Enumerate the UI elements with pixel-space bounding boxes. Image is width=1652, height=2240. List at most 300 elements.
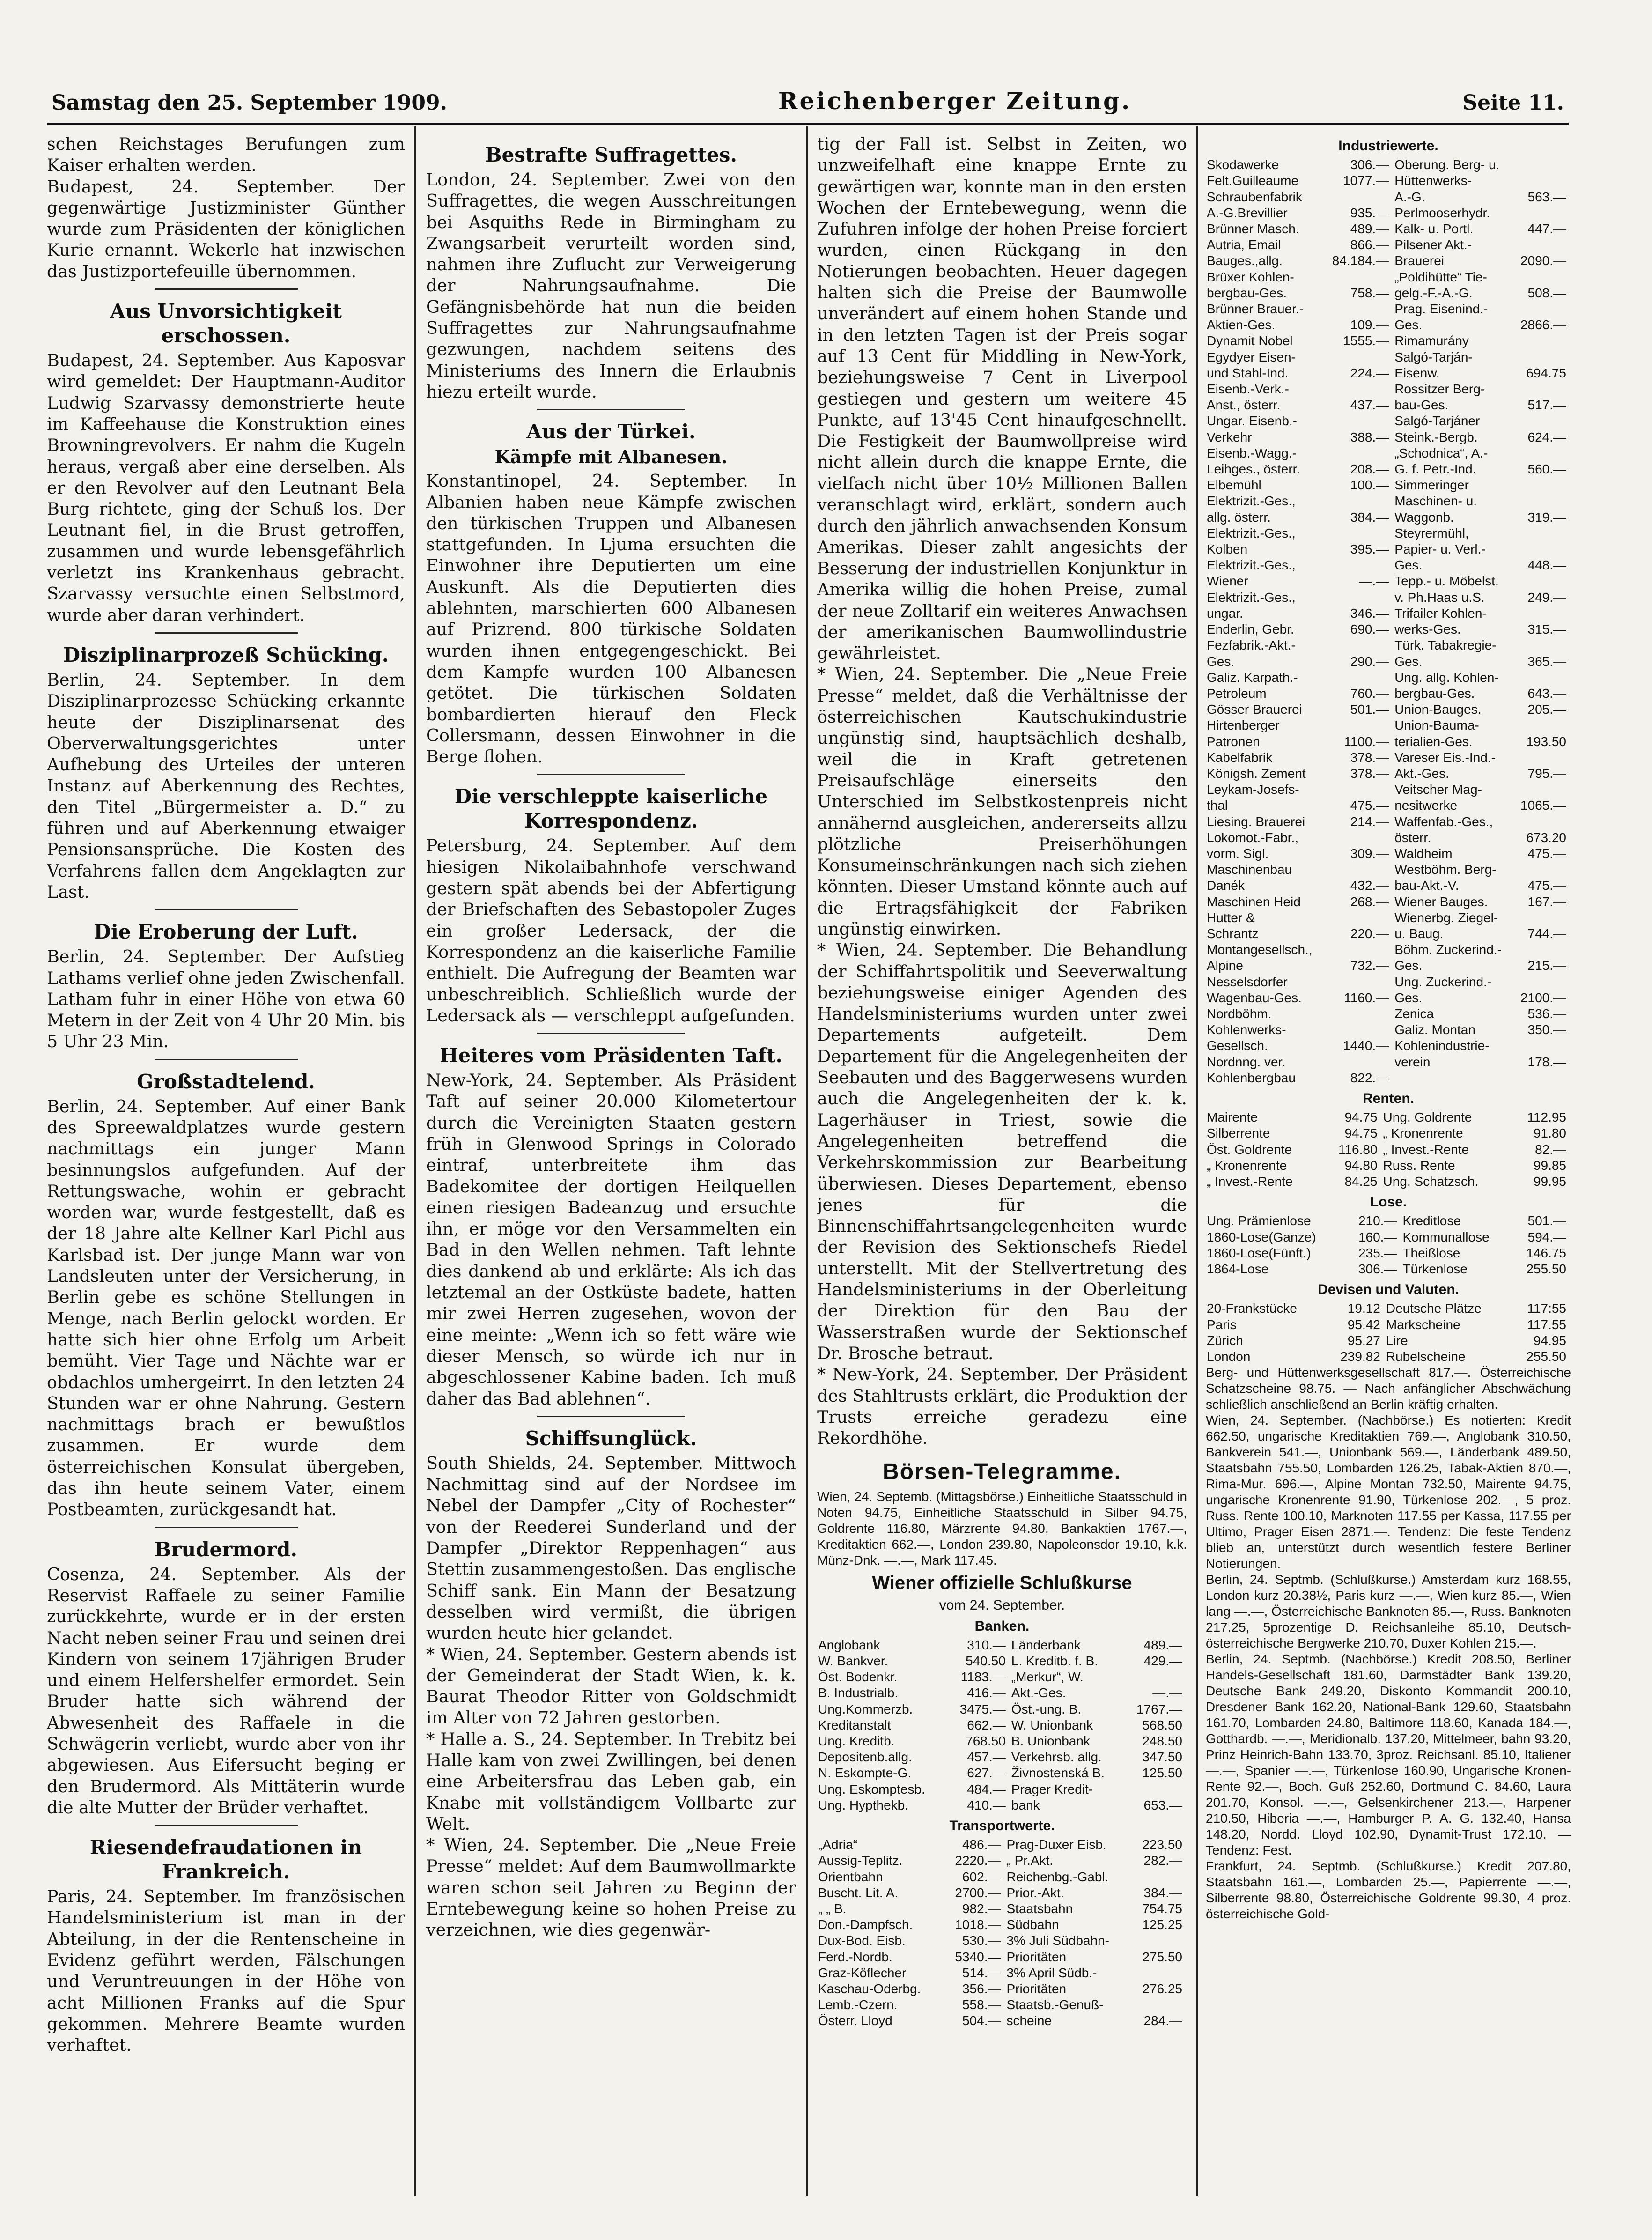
quote-value: 429.— — [1143, 1654, 1182, 1669]
quote-name: Ges. — [1207, 654, 1235, 669]
quote-value — [1514, 942, 1571, 958]
banken-table — [817, 1637, 1187, 1813]
article-headline: Aus der Türkei. — [526, 420, 696, 444]
quote-row — [1206, 413, 1571, 429]
quote-value: 99.95 — [1533, 1174, 1566, 1189]
quote-value: 457.— — [967, 1750, 1006, 1765]
quote-row — [1206, 189, 1571, 205]
article-paragraph: Berlin, 24. September. Der Aufstieg Lathams verlief ohne jeden Zwischenfall. Latham fuhr in einer Höhe von etwa 60 Metern in der Zeit von 4 Uhr 20 Min. bis 5 Uhr 23 Min. — [47, 946, 405, 1052]
quote-value: 866.— — [1350, 237, 1389, 252]
quote-name: Wiener Bauges. — [1394, 894, 1488, 909]
quote-row — [1206, 734, 1571, 750]
quote-name: Enderlin, Gebr. — [1207, 622, 1294, 637]
quote-value: 475.— — [1527, 878, 1566, 893]
quote-value — [1514, 541, 1571, 557]
quote-value — [1514, 814, 1571, 830]
quote-name: Montangesellsch., — [1207, 942, 1313, 957]
quote-name: Orientbahn — [818, 1869, 883, 1884]
quote-value: 558.— — [962, 1997, 1001, 2012]
quote-value: 284.— — [1143, 2013, 1182, 2028]
industrie-table — [1206, 157, 1571, 1086]
quote-name: Zenica — [1394, 1006, 1434, 1021]
article-paragraph: * Wien, 24. September. Die „Neue Freie Presse“ meldet, daß die Verhältnisse der österreichischen Kautschukindustrie ungünstig sind, hauptsächlich deshalb, weil die in Kraft getretenen Preisaufschläge einerseits den Unterschied im Selbstkostenpreis nicht annähernd ausgleichen, andererseits allzu plötzliche Preiserhöhungen Konsumeinschränkungen nach sich ziehen könnten. Dieser Umstand könnte auch auf die Ertragsfähigkeit der Fabriken ungünstig einwirken. — [817, 664, 1187, 939]
quote-value: 447.— — [1527, 222, 1566, 237]
quote-row — [817, 1885, 1187, 1901]
quote-row — [1206, 654, 1571, 670]
quote-value: 1767.— — [1136, 1701, 1182, 1716]
quote-value: 224.— — [1350, 365, 1389, 380]
quote-name: Theißlose — [1402, 1245, 1460, 1260]
quote-value — [1514, 573, 1571, 589]
quote-row — [1206, 590, 1571, 606]
industrie-title: Industriewerte. — [1338, 138, 1438, 154]
quote-value: 2220.— — [955, 1853, 1001, 1868]
quote-name: Aussig-Teplitz. — [818, 1853, 903, 1868]
quote-name: Živnostenská B. — [1011, 1766, 1105, 1781]
quote-row — [817, 1701, 1187, 1717]
quote-value: 744.— — [1527, 926, 1566, 941]
renten-table — [1206, 1109, 1571, 1190]
quote-name: Silberrente — [1207, 1126, 1270, 1141]
quote-name: „ Invest.-Rente — [1207, 1174, 1293, 1189]
quote-row — [1206, 1142, 1571, 1158]
quote-name: Aktien-Ges. — [1207, 318, 1276, 333]
article-paragraph: Berlin, 24. September. Auf einer Bank des Spreewaldplatzes wurde gestern nachmittags ein junger Mann besinnungslos aufgefunden. Auf der Rettungswache, wohin er gebracht worden war, wurde festgestellt, daß es der 18 Jahre alte Kellner Karl Pichl aus Karlsbad ist. Der junge Mann war von Landsleuten unter der Versicherung, in Berlin gebe es schöne Stellungen in Menge, nach Berlin gelockt worden. Er hatte sich hier ohne Erfolg um Arbeit bemüht. Vier Tage und Nächte war er obdachlos umhergeirrt. In den letzten 24 Stunden war er ohne Nahrung. Gestern nachmittags brach er bewußtlos zusammen. Er wurde dem österreichischen Konsulat übergeben, das ihn heute seinem Vater, einem Postbeamten, zurückgesandt hat. — [47, 1096, 405, 1520]
quote-value: 378.— — [1350, 766, 1389, 781]
transport-title: Transportwerte. — [949, 1818, 1055, 1834]
quote-value — [1514, 237, 1571, 253]
header-rule — [47, 123, 1569, 125]
quote-value: 306.— — [1350, 157, 1389, 172]
column-4 — [1206, 133, 1571, 2194]
quote-value — [1514, 1038, 1571, 1054]
quote-value: 91.80 — [1533, 1126, 1566, 1141]
quote-row — [1206, 557, 1571, 573]
quote-value: 275.50 — [1142, 1949, 1182, 1964]
quote-name: Gösser Brauerei — [1207, 702, 1302, 717]
quote-row — [1206, 798, 1571, 813]
quote-name: Markscheine — [1386, 1317, 1460, 1332]
quote-row — [1206, 702, 1571, 717]
quote-row — [1206, 397, 1571, 413]
quote-name: Öst.-ung. B. — [1011, 1701, 1082, 1716]
quote-value: 117:55 — [1527, 1301, 1566, 1316]
quote-value: 5340.— — [955, 1949, 1001, 1964]
quote-name: Ges. — [1394, 958, 1423, 973]
quote-value: 94.95 — [1533, 1333, 1566, 1348]
quote-name: Türkenlose — [1402, 1262, 1468, 1277]
quote-row — [1206, 510, 1571, 525]
quote-value: 662.— — [967, 1717, 1006, 1732]
quote-row — [1206, 461, 1571, 477]
quote-name: L. Kreditb. f. B. — [1011, 1654, 1098, 1669]
quote-name: Elbemühl — [1207, 478, 1261, 493]
quote-value — [1514, 269, 1571, 285]
quote-row — [1206, 173, 1571, 189]
article-paragraph: Budapest, 24. September. Aus Kaposvar wird gemeldet: Der Hauptmann-Auditor Ludwig Szarvassy demonstrierte heute im Kaffeehause die Konstruktion eines Browningrevolvers. Er nahm die Kugeln heraus, vergaß aber eine derselben. Als er den Revolver auf den Leutnant Bela Burg richtete, ging der Schuß los. Der Leutnant fiel, in die Brust getroffen, zusammen und wurde lebensgefährlich verletzt ins Krankenhaus gebracht. Szarvassy versuchte einen Selbstmord, wurde aber daran verhindert. — [47, 350, 405, 625]
quote-row — [1206, 573, 1571, 589]
quote-name: terialien-Ges. — [1394, 734, 1473, 749]
quote-name: Salgó-Tarjáner — [1394, 414, 1480, 429]
quote-value: 378.— — [1350, 750, 1389, 765]
quote-name: Maschinen Heid — [1207, 894, 1301, 909]
quote-name: Prioritäten — [1006, 1949, 1067, 1964]
quote-row — [1206, 253, 1571, 269]
quote-value: 536.— — [1527, 1006, 1566, 1021]
quote-name: Staatsb.-Genuß- — [1006, 1997, 1104, 2012]
quote-row — [1206, 670, 1571, 686]
quote-name: Akt.-Ges. — [1394, 766, 1449, 781]
quote-name: Brünner Masch. — [1207, 222, 1299, 237]
quote-value: 2090.— — [1520, 253, 1566, 268]
quote-row — [817, 1653, 1187, 1669]
quote-value — [1325, 557, 1394, 573]
quote-name: Galiz. Karpath.- — [1207, 670, 1298, 685]
quote-name: Trifailer Kohlen- — [1394, 606, 1487, 621]
quote-value: 540.50 — [966, 1654, 1006, 1669]
quote-value: 193.50 — [1526, 734, 1566, 749]
quote-name: allg. österr. — [1207, 510, 1271, 525]
quote-value: 795.— — [1527, 766, 1566, 781]
quote-name: Ung. Eskomptesb. — [818, 1782, 925, 1796]
quote-name: scheine — [1006, 2013, 1052, 2028]
quote-value: 475.— — [1350, 798, 1389, 813]
lose-table — [1206, 1213, 1571, 1277]
quote-value: 475.— — [1527, 846, 1566, 861]
quote-value: 99.85 — [1533, 1158, 1566, 1173]
quote-row — [817, 2013, 1187, 2029]
masthead — [52, 82, 1564, 115]
quote-value: 760.— — [1350, 686, 1389, 701]
quote-value — [1325, 782, 1394, 798]
quote-value: —.— — [1152, 1686, 1182, 1700]
article-separator — [155, 1527, 298, 1528]
quote-name: Westböhm. Berg- — [1394, 862, 1497, 877]
quote-row — [1206, 301, 1571, 317]
quote-name: ungar. — [1207, 606, 1243, 621]
quote-row — [817, 1685, 1187, 1701]
article-paragraph: * Halle a. S., 24. September. In Trebitz bei Halle kam von zwei Zwillingen, bei denen eine Arbeitersfrau das Leben gab, ein Knabe mit vollständigem Vollbarte zur Welt. — [426, 1729, 796, 1834]
quote-row — [817, 1837, 1187, 1853]
quote-value: 395.— — [1350, 542, 1389, 557]
quote-value: 508.— — [1527, 285, 1566, 300]
quote-row — [817, 1749, 1187, 1765]
quote-value: 146.75 — [1526, 1245, 1566, 1260]
quote-value — [1325, 525, 1394, 541]
quote-value: 109.— — [1350, 318, 1389, 333]
quote-name: bergbau-Ges. — [1207, 285, 1287, 300]
quote-name: Akt.-Ges. — [1011, 1686, 1066, 1700]
quote-name: Ges. — [1394, 318, 1423, 333]
quote-value: 282.— — [1143, 1853, 1182, 1868]
article-paragraph: Paris, 24. September. Im französischen Handelsministerium ist man in der Abteilung, in der die Rentenscheine in Evidenz geführt werden, Fälschungen und Veruntreuungen in der Höhe von acht Millionen Franks auf die Spur gekommen. Mehrere Beamte wurden verhaftet. — [47, 1886, 405, 2055]
quote-value: 754.75 — [1142, 1901, 1182, 1916]
quote-row — [817, 1981, 1187, 1997]
quote-name: Schrantz — [1207, 926, 1259, 941]
quote-row — [1206, 445, 1571, 461]
quote-value: 125.50 — [1142, 1766, 1182, 1781]
quote-row — [1206, 990, 1571, 1006]
quote-value: 290.— — [1350, 654, 1389, 669]
quote-value: 694.75 — [1526, 365, 1566, 380]
quote-row — [1206, 1054, 1571, 1070]
quote-row — [817, 1965, 1187, 1981]
article-paragraph: Berlin, 24. September. In dem Disziplinarprozesse Schücking erkannte heute der Disziplinarsenat des Oberverwaltungsgerichtes unter Aufhebung des Urteiles der unteren Instanz auf Aberkennung des Rechtes, den Titel „Bürgermeister a. D.“ zu führen und auf Aberkennung etwaiger Pensionsansprüche. Die Kosten des Verfahrens fallen dem Angeklagten zur Last. — [47, 669, 405, 902]
quote-value: 1077.— — [1343, 173, 1389, 188]
article-headline: Die verschleppte kaiserliche Korrespondenz. — [454, 785, 768, 833]
quote-name: Öst. Goldrente — [1207, 1142, 1292, 1157]
quote-value: 514.— — [962, 1965, 1001, 1980]
quote-row — [1206, 1245, 1571, 1261]
quote-name: Ung. Kreditb. — [818, 1734, 895, 1749]
quote-value: 347.50 — [1142, 1750, 1182, 1765]
quote-name: gelg.-F.-A.-G. — [1394, 285, 1473, 300]
quote-row — [1206, 846, 1571, 862]
quote-value — [1325, 381, 1394, 397]
quote-row — [1206, 1229, 1571, 1245]
quote-value: 350.— — [1527, 1022, 1566, 1037]
quote-name: Kaschau-Oderbg. — [818, 1981, 921, 1996]
article-paragraph: schen Reichstages Berufungen zum Kaiser erhalten werden. — [47, 134, 405, 176]
quote-value — [1325, 590, 1394, 606]
quote-value: 517.— — [1527, 398, 1566, 413]
schlusskurse-title: Wiener offizielle Schlußkurse — [872, 1573, 1132, 1594]
quote-name: u. Baug. — [1394, 926, 1444, 941]
quote-row — [1206, 221, 1571, 237]
quote-name: Elektrizit.-Ges., — [1207, 494, 1296, 509]
quote-value — [1514, 477, 1571, 493]
article-paragraph: Konstantinopel, 24. September. In Albanien haben neue Kämpfe zwischen den türkischen Truppen und Albanesen stattgefunden. In Ljuma ersuchten die Einwohner ihre Deputierten um eine Auskunft. Als die Deputierten dies ablehnten, marschierten 600 Albanesen auf Prizrend. 800 türkische Soldaten wurden ihnen entgegengeschickt. Bei dem Kampfe wurden 100 Albanesen getötet. Die türkischen Soldaten bombardierten hierauf den Fleck Collersmann, dessen Einwohner in die Berge flohen. — [426, 471, 796, 767]
quote-value: 82.— — [1535, 1142, 1566, 1157]
quote-value: 768.50 — [966, 1734, 1006, 1749]
quote-row — [1206, 365, 1571, 381]
quote-value: 248.50 — [1142, 1734, 1182, 1749]
quote-name: Hirtenberger — [1207, 718, 1280, 733]
quote-name: Nordnng. ver. — [1207, 1054, 1286, 1069]
quote-name: Mairente — [1207, 1110, 1258, 1125]
quote-name: Ungar. Eisenb.- — [1207, 414, 1297, 429]
quote-name: 3% April Südb.- — [1006, 1965, 1097, 1980]
quote-row — [1206, 1125, 1571, 1141]
quote-value: 448.— — [1527, 558, 1566, 573]
quote-value: 306.— — [1358, 1262, 1397, 1277]
quote-value: 214.— — [1350, 814, 1389, 829]
quote-value: 205.— — [1527, 702, 1566, 717]
quote-row — [1206, 1213, 1571, 1229]
quote-row — [1206, 717, 1571, 733]
quote-value — [1325, 717, 1394, 733]
quote-value — [1325, 670, 1394, 686]
quote-value — [1325, 862, 1394, 878]
quote-value: 384.— — [1350, 510, 1389, 525]
quote-name: thal — [1207, 798, 1228, 813]
quote-name: bergbau-Ges. — [1394, 686, 1475, 701]
quote-name: Rimamurány — [1394, 333, 1469, 348]
quote-value — [1125, 1669, 1187, 1685]
quote-value: 100.— — [1350, 478, 1389, 493]
quote-value: 178.— — [1527, 1054, 1566, 1069]
quote-value: 563.— — [1527, 189, 1566, 204]
quote-value — [1514, 606, 1571, 621]
article-headline: Die Eroberung der Luft. — [94, 920, 358, 944]
renten-title: Renten. — [1362, 1090, 1414, 1106]
article-headline: Riesendefraudationen in Frankreich. — [89, 1836, 362, 1884]
quote-row — [817, 1997, 1187, 2013]
quote-name — [1394, 1070, 1514, 1086]
quote-value — [1514, 413, 1571, 429]
quote-value: 1018.— — [955, 1917, 1001, 1932]
quote-value: 235.— — [1358, 1245, 1397, 1260]
quote-row — [817, 1733, 1187, 1749]
article-headline: Disziplinarprozeß Schücking. — [63, 643, 389, 666]
quote-value: 822.— — [1350, 1070, 1389, 1085]
quote-value — [1514, 750, 1571, 766]
banken-title: Banken. — [974, 1618, 1030, 1634]
header-date: Samstag den 25. September 1909. — [52, 91, 447, 115]
quote-name: Ung. allg. Kohlen- — [1394, 670, 1499, 685]
quote-value: 310.— — [967, 1637, 1006, 1652]
quote-name: Waffenfab.-Ges., — [1394, 814, 1493, 829]
quote-row — [1206, 637, 1571, 653]
quote-value: 215.— — [1527, 958, 1566, 973]
quote-value — [1514, 670, 1571, 686]
quote-row — [1206, 269, 1571, 285]
quote-value: 94.75 — [1344, 1126, 1378, 1141]
article-subheadline: Kämpfe mit Albanesen. — [494, 446, 728, 468]
quote-name: Prag-Duxer Eisb. — [1006, 1837, 1106, 1852]
article-paragraph: Cosenza, 24. September. Als der Reservist Raffaele zu seiner Familie zurückkehrte, wurde er in der ersten Nacht neben seiner Frau und seinen drei Kindern von seinem 17jährigen Bruder und einem Helfershelfer ermordet. Sein Bruder hatte sich während der Abwesenheit des Raffaele in die Schwägerin verliebt, wurde aber von ihr abgewiesen. Aus Eifersucht beging er den Brudermord. Als Mittäterin wurde die alte Mutter der Brüder verhaftet. — [47, 1564, 405, 1818]
quote-name: Graz-Köflecher — [818, 1965, 907, 1980]
quote-value — [1514, 637, 1571, 653]
quote-name: W. Bankver. — [818, 1654, 888, 1669]
quote-value: 160.— — [1358, 1229, 1397, 1244]
quote-name: vorm. Sigl. — [1207, 846, 1269, 861]
quote-value: 167.— — [1527, 894, 1566, 909]
wien-mittagsboerse: Wien, 24. Septemb. (Mittagsbörse.) Einheitliche Staatsschuld in Noten 94.75, Einheitliche Staatsschuld in Silber 94.75, Goldrente 116.80, Märzrente 94.80, Bankaktien 1767.—, Kreditaktien 662.—, London 239.80, Napoleonsdor 19.10, k.k. Münz-Dnk. —.—, Mark 117.45. — [817, 1489, 1187, 1568]
quote-value: 489.— — [1143, 1637, 1182, 1652]
devisen-title: Devisen und Valuten. — [1318, 1282, 1459, 1298]
column-3 — [817, 133, 1187, 2194]
quote-value — [1325, 1022, 1394, 1038]
quote-name: Hüttenwerks- — [1394, 173, 1472, 188]
quote-name: „Adria“ — [818, 1837, 858, 1852]
quote-value: 1065.— — [1520, 798, 1566, 813]
quote-name: Schraubenfabrik — [1207, 189, 1302, 204]
market-report-4: Berlin, 24. Septmb. (Nachbörse.) Kredit 208.50, Berliner Handels-Gesellschaft 181.60, Darmstädter Bank 139.20, Deutsche Bank 249.20, Diskonto Kommandit 200.10, Dresdener Bank 162.20, National-Bank 129.60, Staatsbahn 161.70, Lombarden 24.80, Baltimore 118.60, Kanada 184.—, Gotthardb. —.—, Meridionalb. 137.20, Mittelmeer, bahn 93.20, Prinz Heinrich-Bahn 133.70, 3proz. Reichsanl. 85.10, Italiener —.—, Spanier —.—, Türkenlose 160.90, Ungarische Kronen-Rente 92.—, Boch. Guß 252.60, Dortmund C. 84.60, Laura 201.70, Konsol. —.—, Gelsenkirchener 213.—, Harpener 210.50, Hiberia —.—, Hamburger P. A. G. 132.40, Hansa 148.20, Nordd. Lloyd 102.90, Dynamit-Trust 172.10. — Tendenz: Fest. — [1206, 1652, 1571, 1858]
quote-name: „ Pr.Akt. — [1006, 1853, 1054, 1868]
article-separator — [155, 1059, 298, 1060]
quote-row — [1206, 1022, 1571, 1038]
quote-name: bank — [1011, 1797, 1040, 1812]
quote-value — [1325, 1006, 1394, 1022]
quote-row — [1206, 381, 1571, 397]
quote-value: 594.— — [1527, 1229, 1566, 1244]
quote-value — [1132, 1965, 1187, 1981]
quote-value: 1440.— — [1343, 1038, 1389, 1053]
quote-name: Wiener — [1207, 574, 1248, 589]
quote-name: Öst. Bodenkr. — [818, 1670, 898, 1685]
quote-value: 489.— — [1350, 222, 1389, 237]
quote-row — [1206, 814, 1571, 830]
quote-name: Brauerei — [1394, 253, 1445, 268]
quote-value: 112.95 — [1527, 1110, 1566, 1125]
article-headline: Heiteres vom Präsidenten Taft. — [439, 1044, 783, 1067]
quote-row — [1206, 525, 1571, 541]
quote-value — [1325, 301, 1394, 317]
quote-name: Lokomot.-Fabr., — [1207, 830, 1299, 845]
quote-value — [1325, 1054, 1394, 1070]
article-paragraph: * Wien, 24. September. Gestern abends ist der Gemeinderat der Stadt Wien, k. k. Baurat Theodor Ritter von Goldschmidt im Alter von 72 Jahren gestorben. — [426, 1644, 796, 1728]
quote-value: 239.82 — [1340, 1349, 1380, 1364]
quote-row — [1206, 349, 1571, 365]
quote-value — [1514, 717, 1571, 733]
quote-name: Nordböhm. — [1207, 1006, 1272, 1021]
quote-value: 982.— — [962, 1901, 1001, 1916]
quote-row — [817, 1933, 1187, 1949]
quote-row — [1206, 894, 1571, 910]
quote-name: Patronen — [1207, 734, 1260, 749]
quote-row — [1206, 1333, 1571, 1349]
quote-row — [1206, 1301, 1571, 1316]
quote-name: Liesing. Brauerei — [1207, 814, 1305, 829]
quote-value: 1160.— — [1344, 990, 1389, 1005]
quote-row — [1206, 1070, 1571, 1086]
article-separator — [537, 409, 685, 410]
quote-value: 268.— — [1350, 894, 1389, 909]
quote-value: 416.— — [967, 1686, 1006, 1700]
quote-value: 602.— — [962, 1869, 1001, 1884]
quote-name: Waggonb. — [1394, 510, 1454, 525]
quote-name: Anst., österr. — [1207, 398, 1281, 413]
quote-name: „ „ B. — [818, 1901, 847, 1916]
quote-name: Böhm. Zuckerind.- — [1394, 942, 1502, 957]
lose-title: Lose. — [1370, 1194, 1407, 1210]
quote-value: 653.— — [1143, 1797, 1182, 1812]
quote-row — [817, 1901, 1187, 1917]
quote-value — [1514, 157, 1571, 173]
quote-name: Kommunallose — [1402, 1229, 1490, 1244]
column-divider — [1196, 126, 1198, 2196]
quote-value: 432.— — [1350, 878, 1389, 893]
quote-name: N. Eskompte-G. — [818, 1766, 912, 1781]
quote-name: verein — [1394, 1054, 1431, 1069]
quote-name: Kohlenindustrie- — [1394, 1038, 1490, 1053]
quote-row — [1206, 541, 1571, 557]
quote-name: Galiz. Montan — [1394, 1022, 1475, 1037]
quote-name: Prioritäten — [1006, 1981, 1067, 1996]
quote-name: 3% Juli Südbahn- — [1006, 1933, 1109, 1948]
quote-value: 116.80 — [1338, 1142, 1378, 1157]
quote-name: Nesselsdorfer — [1207, 974, 1288, 989]
quote-value — [1325, 189, 1394, 205]
quote-value — [1125, 1782, 1187, 1797]
quote-name: Länderbank — [1011, 1637, 1081, 1652]
quote-name: Alpine — [1207, 958, 1243, 973]
quote-value — [1325, 910, 1394, 926]
quote-value: 530.— — [962, 1933, 1001, 1948]
quote-row — [1206, 1038, 1571, 1054]
quote-name: Russ. Rente — [1383, 1158, 1455, 1173]
quote-name: Paris — [1207, 1317, 1237, 1332]
quote-name: Ung. Prämienlose — [1207, 1213, 1311, 1228]
quote-value — [1514, 974, 1571, 990]
quote-value: 223.50 — [1142, 1837, 1182, 1852]
quote-row — [1206, 621, 1571, 637]
article-headline: Bestrafte Suffragettes. — [485, 143, 737, 166]
quote-name: Maschinen- u. — [1394, 494, 1477, 509]
quote-value: 94.75 — [1344, 1110, 1378, 1125]
quote-name: Anglobank — [818, 1637, 880, 1652]
